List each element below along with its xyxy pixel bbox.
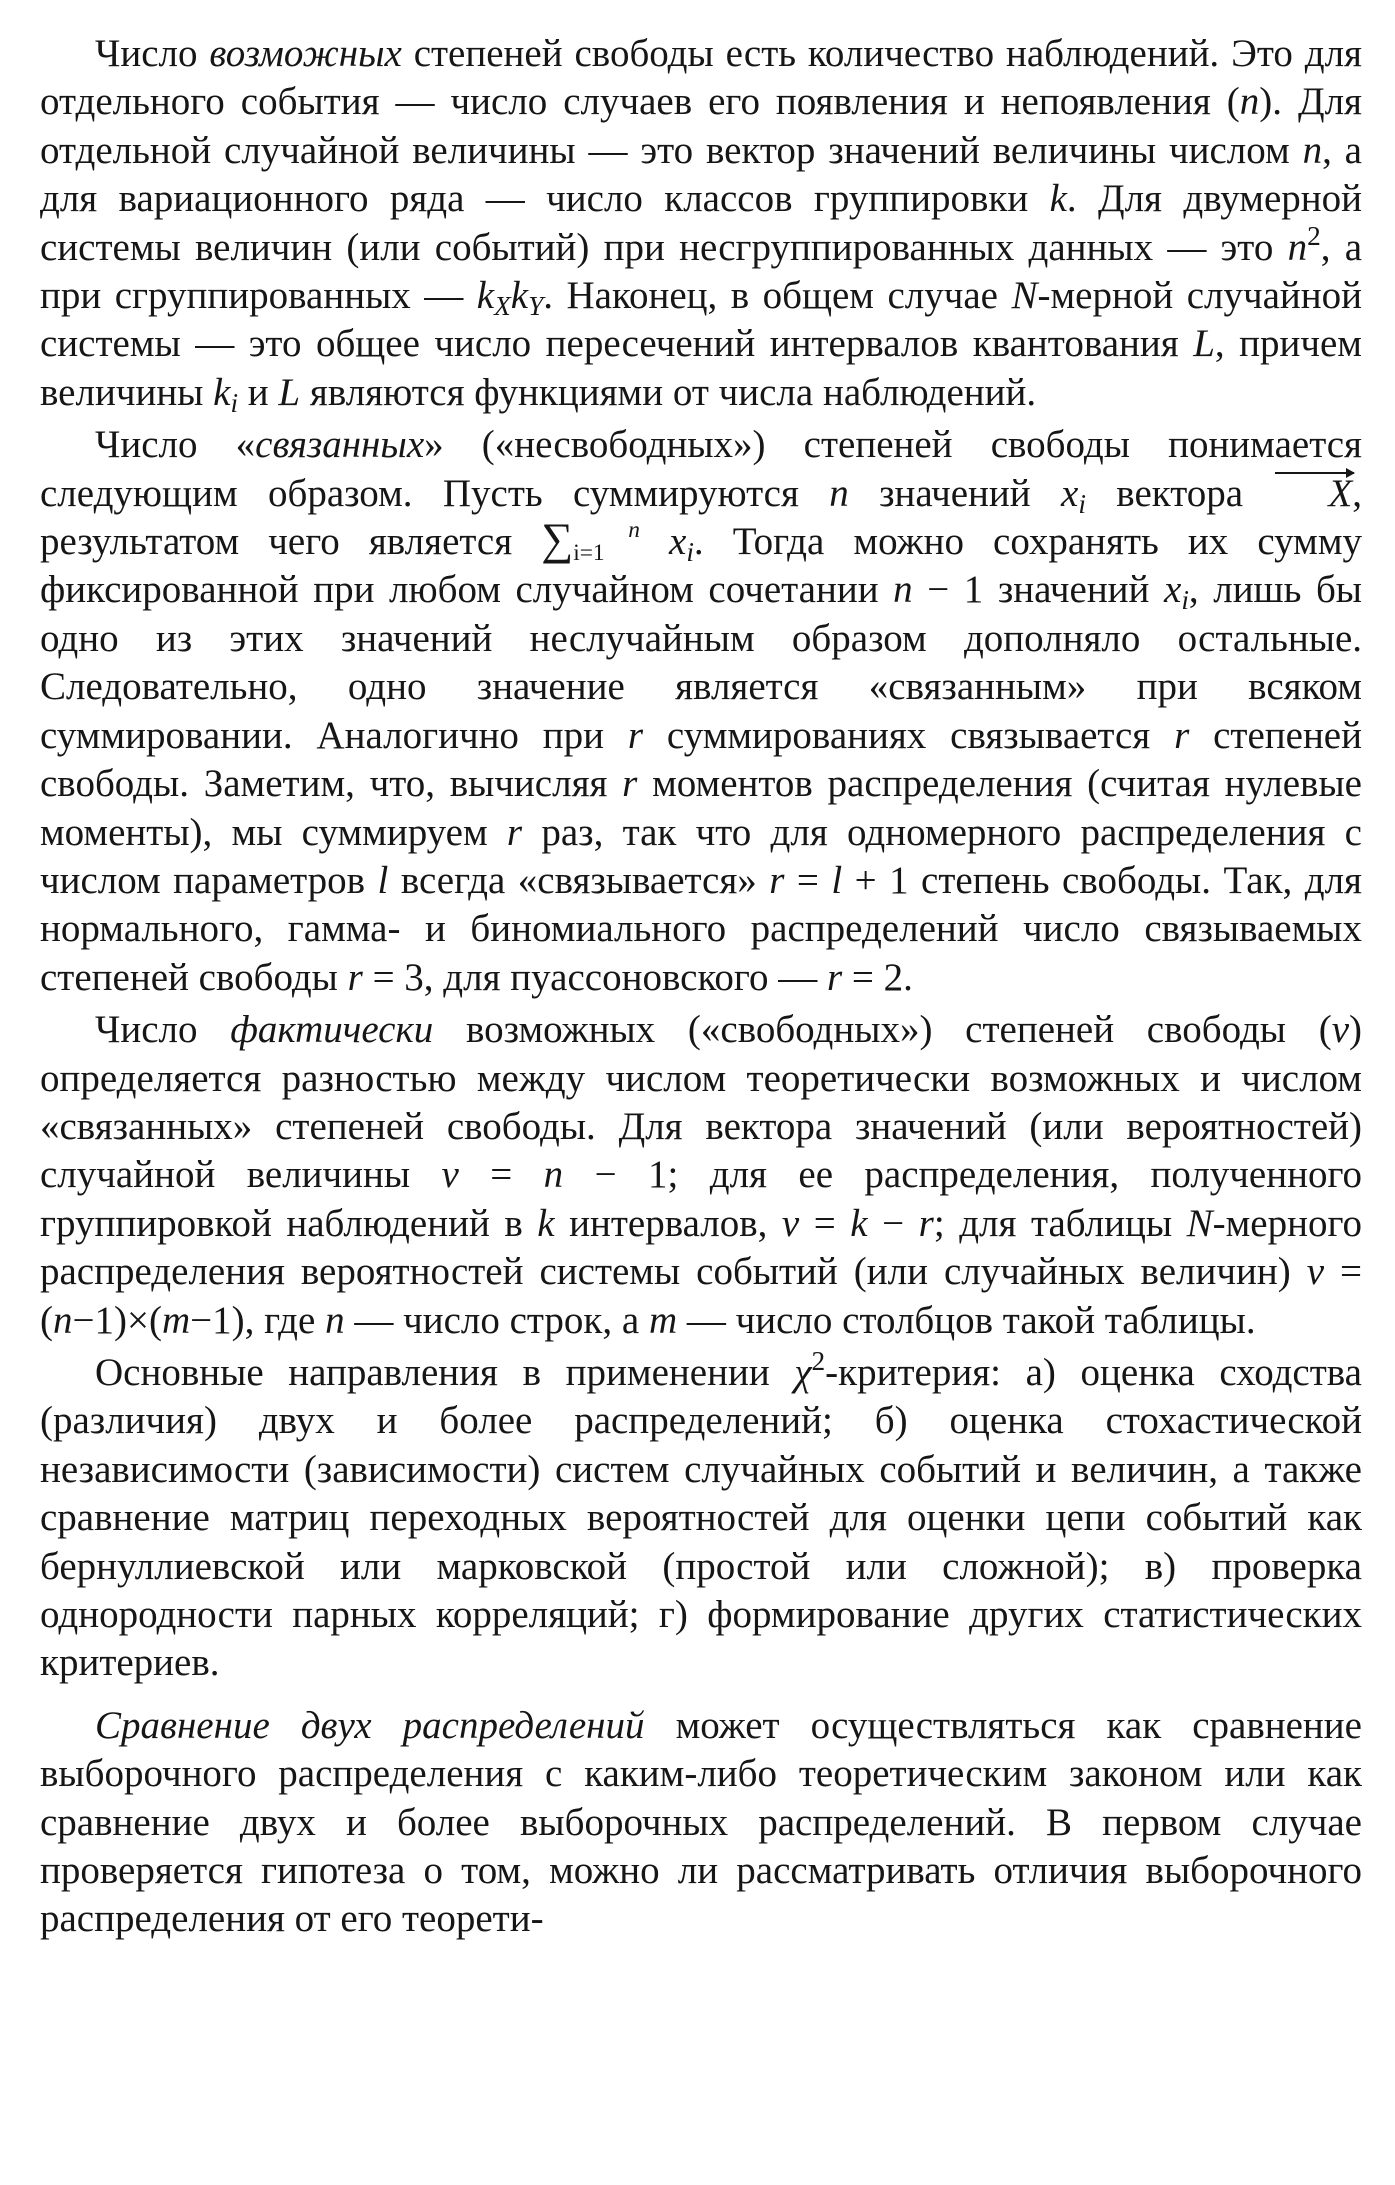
vector-symbol: X <box>1273 470 1352 518</box>
emphasis: Сравнение двух распределений <box>95 1703 645 1747</box>
page-body <box>40 30 1362 1944</box>
sum-limits: n i=1 <box>573 516 640 566</box>
emphasis: фактически <box>230 1008 434 1052</box>
sum-symbol: ∑ <box>541 514 574 565</box>
paragraph-possible-degrees: Число возможных степеней свободы есть количество наблюдений. Это для отдельного события — число случаев его появления и непоявления (n). Для отдельной случайной величины — это вектор значений величины числом n, а для вариационного ряда — число классов группировки k. Для двумерной системы величин (или событий) при несгруппированных данных — это $n^2$, а при сгруппированных — $k_Xk_Y$. Наконец, в общем случае N-мерной случайной системы — это общее число пересечений интервалов квантования L, причем величины $k_i$ и L являются функциями от числа наблюдений. <box>40 32 1363 418</box>
paragraph-bound-degrees: Число «связанных» («несвободных») степеней свободы понимается следующим образом. Пусть суммируются n значений $x_i$ вектора X, результатом чего является ∑ n i=1 $x_i$. Тогда можно сохранять их сумму фиксированной при любом случайном сочетании n − 1 значений $x_i$, лишь бы одно из этих значений неслучайным образом дополняло остальные. Следовательно, одно значение является «связанным» при всяком суммировании. Аналогично при r суммированиях связывается r степеней свободы. Заметим, что, вычисляя r моментов распределения (считая нулевые моменты), мы суммируем r раз, так что для одномерного распределения с числом параметров l всегда «связывается» r = l + 1 степень свободы. Так, для нормального, гамма- и биномиального распределений число связываемых степеней свободы r = 3, для пуассоновского — r = 2. <box>40 423 1362 999</box>
paragraph-comparing-distributions: Сравнение двух распределений может осуществляться как сравнение выборочного распределения с каким-либо теоретическим законом или как сравнение двух и более выборочных распределений. В первом случае проверяется гипотеза о том, можно ли рассматривать отличия выборочного распределения от его теорети- <box>40 1703 1362 1941</box>
emphasis: связанных <box>255 423 425 467</box>
paragraph-chi-square-directions: Основные направления в применении $\chi^2$-критерия: а) оценка сходства (различия) двух и более распределений; б) оценка стохастической независимости (зависимости) систем случайных событий и величин, а также сравнение матриц переходных вероятностей для оценки цепи событий как бернуллиевской или марковской (простой или сложной); в) проверка однородности парных корреляций; г) формирование других статистических критериев. <box>40 1345 1362 1685</box>
emphasis: возможных <box>209 32 402 75</box>
paragraph-actual-degrees: Число фактически возможных («свободных») степеней свободы (ν) определяется разностью между числом теоретически возможных и числом «связанных» степеней свободы. Для вектора значений (или вероятностей) случайной величины ν = n − 1; для ее распределения, полученного группировкой наблюдений в k интервалов, ν = k − r; для таблицы N-мерного распределения вероятностей системы событий (или случайных величин) ν = (n−1)×(m−1), где n — число строк, а m — число столбцов такой таблицы. <box>40 1008 1362 1342</box>
